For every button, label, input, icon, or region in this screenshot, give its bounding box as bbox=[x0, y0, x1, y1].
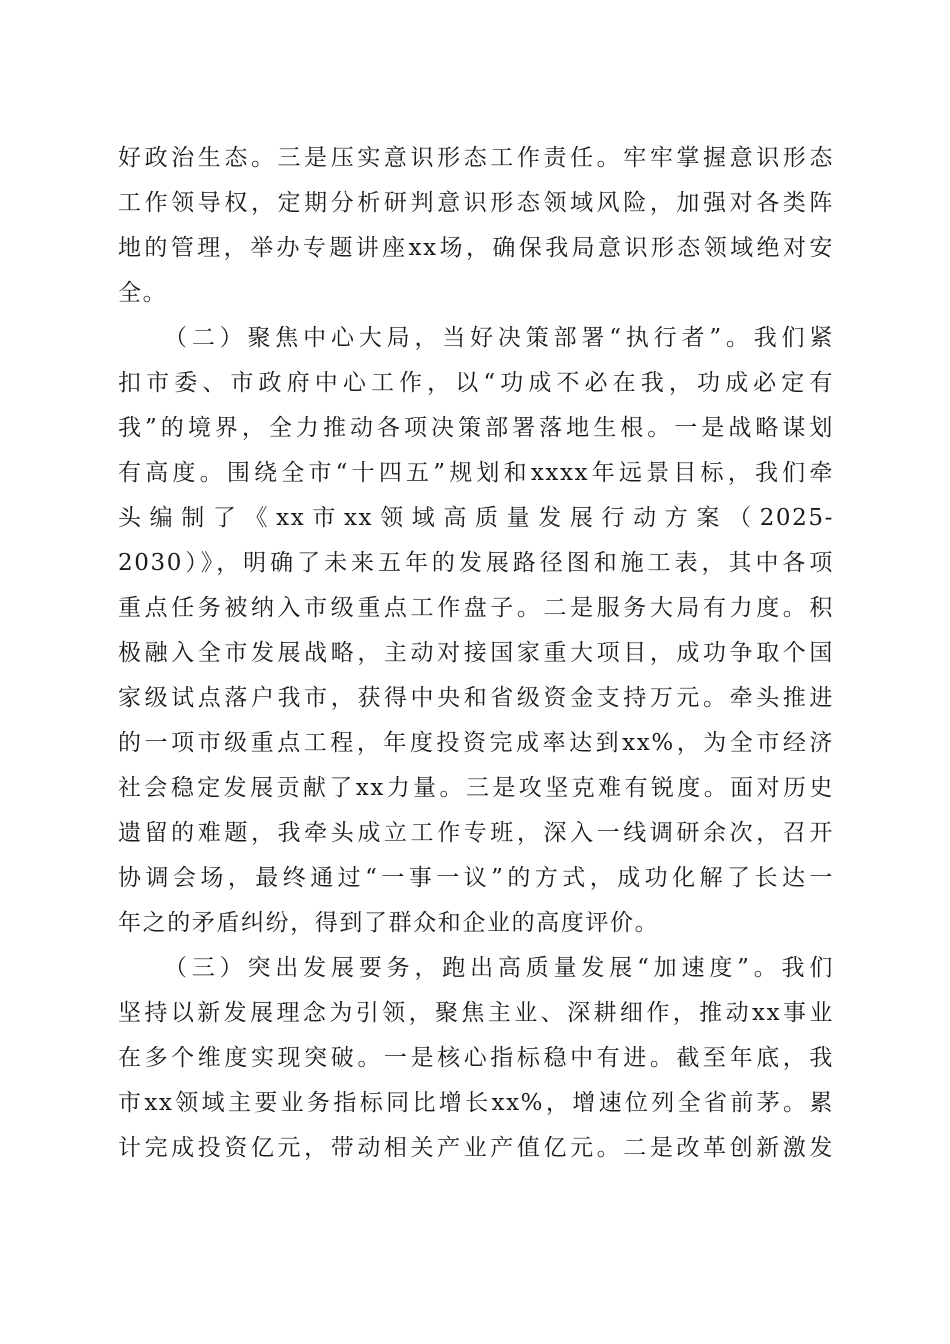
section-heading-line: （二）聚焦中心大局，当好决策部署“执行者”。我们紧 bbox=[164, 325, 834, 351]
text-line: 计完成投资亿元，带动相关产业产值亿元。二是改革创新激发 bbox=[118, 1135, 834, 1161]
text-line: 头编制了《xx市xx领域高质量发展行动方案（2025- bbox=[118, 505, 834, 531]
text-line: 好政治生态。三是压实意识形态工作责任。牢牢掌握意识形态 bbox=[118, 145, 834, 171]
text-line: 坚持以新发展理念为引领，聚焦主业、深耕细作，推动xx事业 bbox=[118, 1000, 834, 1026]
text-line: 工作领导权，定期分析研判意识形态领域风险，加强对各类阵 bbox=[118, 190, 834, 216]
text-line: 我”的境界，全力推动各项决策部署落地生根。一是战略谋划 bbox=[118, 415, 834, 441]
text-line: 扣市委、市政府中心工作，以“功成不必在我，功成必定有 bbox=[118, 370, 834, 396]
text-line: 家级试点落户我市，获得中央和省级资金支持万元。牵头推进 bbox=[118, 685, 834, 711]
text-line: 极融入全市发展战略，主动对接国家重大项目，成功争取个国 bbox=[118, 640, 834, 666]
text-line: 有高度。围绕全市“十四五”规划和xxxx年远景目标，我们牵 bbox=[118, 460, 834, 486]
text-line: 协调会场，最终通过“一事一议”的方式，成功化解了长达一 bbox=[118, 865, 834, 891]
section-heading-line: （三）突出发展要务，跑出高质量发展“加速度”。我们 bbox=[164, 955, 834, 981]
text-line: 市xx领域主要业务指标同比增长xx%，增速位列全省前茅。累 bbox=[118, 1090, 834, 1116]
text-line: 在多个维度实现突破。一是核心指标稳中有进。截至年底，我 bbox=[118, 1045, 834, 1071]
text-line: 重点任务被纳入市级重点工作盘子。二是服务大局有力度。积 bbox=[118, 595, 834, 621]
text-line: 遗留的难题，我牵头成立工作专班，深入一线调研余次，召开 bbox=[118, 820, 834, 846]
text-line: 全。 bbox=[118, 280, 168, 306]
text-line: 的一项市级重点工程，年度投资完成率达到xx%，为全市经济 bbox=[118, 730, 834, 756]
text-line: 2030）》，明确了未来五年的发展路径图和施工表，其中各项 bbox=[118, 550, 834, 576]
text-line: 年之的矛盾纠纷，得到了群众和企业的高度评价。 bbox=[118, 910, 660, 936]
text-line: 地的管理，举办专题讲座xx场，确保我局意识形态领域绝对安 bbox=[118, 235, 834, 261]
text-line: 社会稳定发展贡献了xx力量。三是攻坚克难有锐度。面对历史 bbox=[118, 775, 834, 801]
